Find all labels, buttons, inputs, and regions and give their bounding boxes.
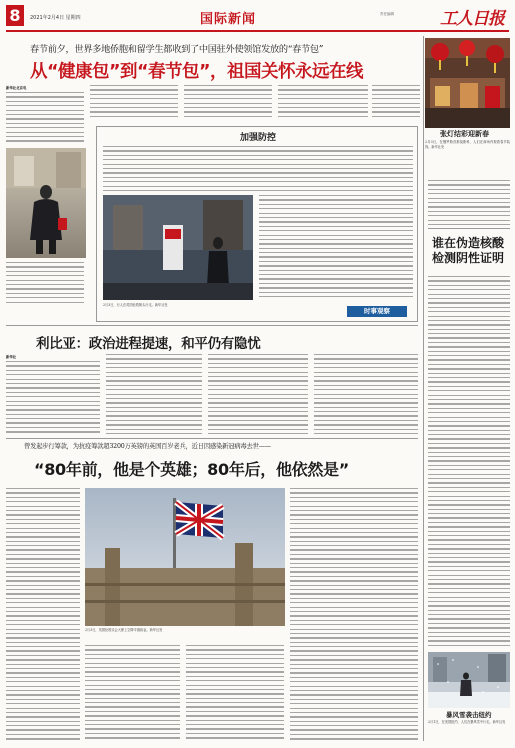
feature-col-4	[186, 645, 284, 740]
prevention-text-right	[259, 195, 413, 300]
header-rule	[6, 30, 509, 32]
header-date: 2021年2月4日 星期四	[30, 15, 81, 21]
paper-logo: 工人日报	[440, 9, 504, 29]
lead-body-col-2	[90, 85, 178, 121]
parliament-photo-caption: 2月3日，英国伦敦议会大厦上空降半旗致哀。新华社发	[85, 628, 163, 632]
snowstorm-caption: 2月1日，在美国纽约，人们在暴风雪中行走。新华社发	[428, 720, 506, 724]
commentary-badge-label: 时事观察	[364, 307, 390, 315]
lead-kicker: 春节前夕，世界多地侨胞和留学生都收到了中国驻外使领馆发放的“春节包”	[30, 44, 324, 55]
snowstorm-photo	[428, 652, 510, 708]
libya-col-2	[106, 354, 202, 434]
lead-byline: 新华社北京电	[6, 86, 27, 90]
right-col-text-1	[428, 180, 510, 225]
parliament-photo	[85, 488, 285, 626]
right-column-rule	[423, 36, 424, 741]
libya-col-3	[208, 354, 308, 434]
editor-note: 责任编辑	[380, 12, 394, 16]
lead-body-col-3	[184, 85, 272, 121]
libya-byline: 新华社	[6, 355, 17, 359]
prevention-box	[96, 126, 418, 322]
moscow-photo-title: 张灯结彩迎新春	[440, 130, 489, 138]
commentary-badge	[347, 306, 407, 317]
feature-col-3	[85, 645, 180, 740]
lead-body-col-5	[372, 85, 420, 121]
feature-rule-top	[6, 438, 418, 439]
feature-col-2	[290, 488, 418, 740]
commentary-body	[428, 276, 510, 646]
prevention-text-top	[103, 146, 413, 192]
london-photo-caption: 2月3日，行人在英国伦敦街头行走。新华社发	[103, 303, 168, 307]
lead-photo	[6, 148, 86, 258]
feature-headline: “80年前，他是个英雄；80年后，他依然是”	[34, 460, 349, 479]
commentary-title: 谁在伪造核酸检测阴性证明	[432, 236, 505, 265]
commentary-rule	[428, 228, 510, 229]
lead-body-col-1b	[6, 262, 84, 307]
snowstorm-title: 暴风雪袭击纽约	[446, 711, 492, 719]
lead-body-col-1	[6, 85, 84, 145]
lead-body-col-4	[278, 85, 368, 121]
feature-kicker: 曾发起步行筹款，为抗疫筹款超3200万英镑的英国百岁老兵，近日因感染新冠病毒去世——	[24, 443, 271, 450]
page-number-badge	[6, 5, 24, 26]
libya-col-4	[314, 354, 418, 434]
moscow-photo-caption: 2月3日，在俄罗斯首都莫斯科，人们在商场内观看春节装饰。新华社发	[425, 140, 510, 149]
london-photo	[103, 195, 253, 300]
prevention-title: 加强防控	[239, 133, 276, 143]
page-header	[0, 0, 515, 30]
page-number: 8	[9, 6, 21, 25]
section-name: 国际新闻	[200, 12, 257, 27]
feature-col-1	[6, 488, 80, 740]
mid-rule-top	[6, 325, 418, 326]
libya-headline: 利比亚：政治进程提速，和平仍有隐忧	[36, 336, 261, 352]
moscow-photo	[425, 38, 510, 128]
lead-headline: 从“健康包”到“春节包”，祖国关怀永远在线	[30, 62, 364, 82]
libya-col-1	[6, 354, 100, 434]
